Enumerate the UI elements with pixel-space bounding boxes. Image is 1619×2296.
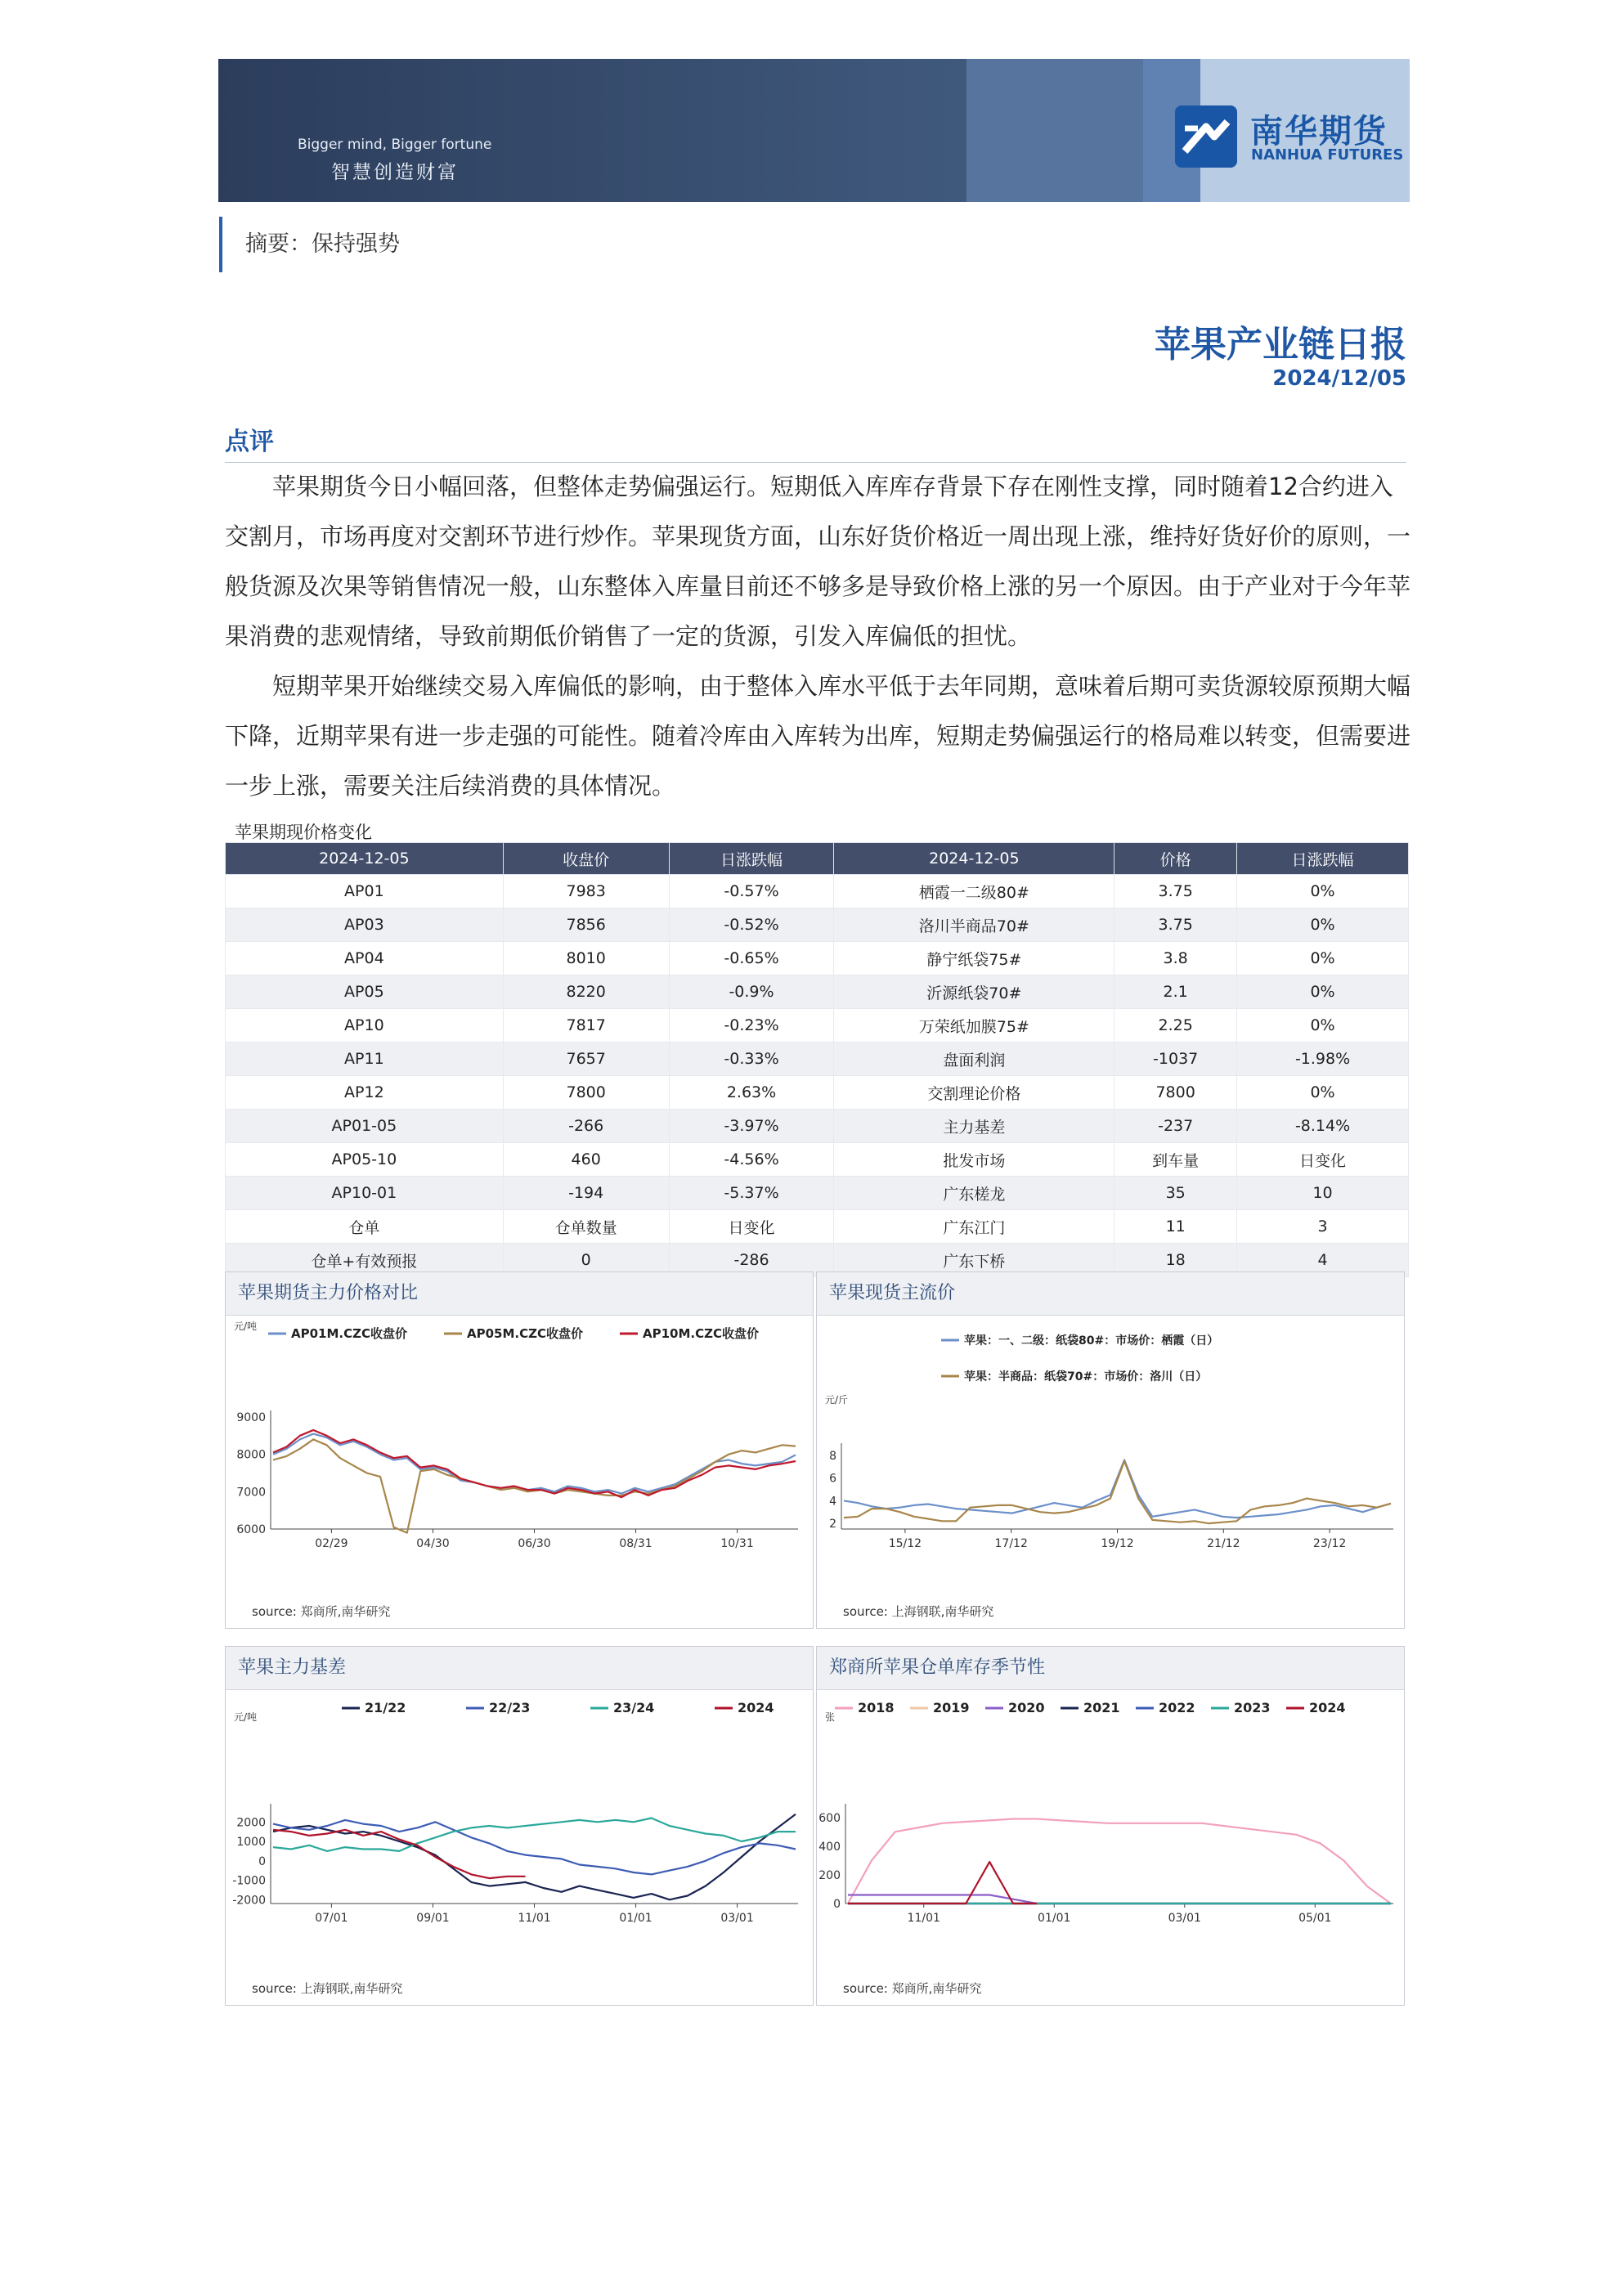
- table-cell: 3: [1237, 1210, 1409, 1244]
- nanhua-logo-icon: [1173, 104, 1239, 169]
- table-cell: 仓单+有效预报: [226, 1244, 504, 1277]
- table-cell: -0.57%: [669, 875, 834, 908]
- table-cell: 8220: [503, 975, 669, 1009]
- table-cell: 仓单数量: [503, 1210, 669, 1244]
- legend-label: 2022: [1159, 1700, 1195, 1715]
- legend-label: 苹果：半商品：纸袋70#：市场价：洛川（日）: [964, 1370, 1208, 1383]
- table-cell: 0%: [1237, 875, 1409, 908]
- table-row: [226, 1110, 1409, 1143]
- table-cell: 日变化: [1237, 1143, 1409, 1177]
- series-line: [273, 1818, 796, 1851]
- table-row: [226, 1143, 1409, 1177]
- table-cell: 7983: [503, 875, 669, 908]
- y-tick-label: 200: [818, 1868, 841, 1882]
- y-tick-label: 7000: [236, 1486, 266, 1500]
- legend-label: 22/23: [489, 1700, 531, 1715]
- table-cell: 盘面利润: [834, 1043, 1114, 1076]
- table-cell: 0%: [1237, 975, 1409, 1009]
- header-banner: [218, 59, 1410, 202]
- table-cell: -3.97%: [669, 1110, 834, 1143]
- table-header: 2024-12-05: [834, 843, 1114, 875]
- table-cell: -0.65%: [669, 942, 834, 975]
- table-cell: 7657: [503, 1043, 669, 1076]
- table-cell: 交割理论价格: [834, 1076, 1114, 1110]
- table-cell: -0.33%: [669, 1043, 834, 1076]
- table-cell: AP12: [226, 1076, 504, 1110]
- section-title: 点评: [225, 421, 1406, 463]
- axis-unit-label: 元/斤: [825, 1394, 849, 1406]
- x-tick-label: 02/29: [315, 1537, 348, 1550]
- series-line: [844, 1460, 1391, 1518]
- chart-source: source: 上海钢联,南华研究: [843, 1604, 994, 1619]
- table-header: 价格: [1114, 843, 1237, 875]
- x-tick-label: 15/12: [888, 1537, 922, 1550]
- chart-panel: [225, 1646, 814, 2006]
- table-cell: AP01: [226, 875, 504, 908]
- legend-label: 2023: [1234, 1700, 1271, 1715]
- x-tick-label: 07/01: [315, 1912, 348, 1925]
- table-row: [226, 1043, 1409, 1076]
- x-tick-label: 11/01: [518, 1912, 551, 1925]
- x-tick-label: 01/01: [619, 1912, 653, 1925]
- y-tick-label: 6000: [236, 1523, 266, 1536]
- x-tick-label: 03/01: [1168, 1912, 1201, 1925]
- table-cell: 批发市场: [834, 1143, 1114, 1177]
- x-tick-label: 10/31: [720, 1537, 754, 1550]
- series-line: [844, 1461, 1391, 1523]
- table-cell: 8010: [503, 942, 669, 975]
- futures-price-chart: [226, 1315, 813, 1585]
- table-cell: 18: [1114, 1244, 1237, 1277]
- table-cell: 7817: [503, 1009, 669, 1043]
- table-cell: 广东下桥: [834, 1244, 1114, 1277]
- warehouse-receipt-chart: [817, 1689, 1404, 1962]
- table-cell: -0.9%: [669, 975, 834, 1009]
- x-tick-label: 11/01: [907, 1912, 940, 1925]
- table-cell: 沂源纸袋70#: [834, 975, 1114, 1009]
- table-cell: -0.52%: [669, 908, 834, 942]
- legend-label: 2020: [1008, 1700, 1045, 1715]
- table-cell: -5.37%: [669, 1177, 834, 1210]
- chart-panel-title: 苹果主力基差: [226, 1647, 813, 1690]
- legend-label: AP10M.CZC收盘价: [643, 1326, 759, 1341]
- chart-panel: [816, 1271, 1405, 1629]
- table-cell: 栖霞一二级80#: [834, 875, 1114, 908]
- table-cell: 7800: [503, 1076, 669, 1110]
- x-tick-label: 09/01: [416, 1912, 450, 1925]
- table-row: [226, 1210, 1409, 1244]
- table-cell: -1.98%: [1237, 1043, 1409, 1076]
- table-cell: 广东槎龙: [834, 1177, 1114, 1210]
- table-cell: AP01-05: [226, 1110, 504, 1143]
- table-cell: 仓单: [226, 1210, 504, 1244]
- paragraph: 苹果期货今日小幅回落，但整体走势偏强运行。短期低入库库存背景下存在刚性支撑，同时随着12合约进入交割月，市场再度对交割环节进行炒作。苹果现货方面，山东好货价格近一周出现上涨，维持好货好价的原则，一般货源及次果等销售情况一般，山东整体入库量目前还不够多是导致价格上涨的另一个原因。由于产业对于今年苹果消费的悲观情绪，导致前期低价销售了一定的货源，引发入库偏低的担忧。: [225, 473, 1411, 650]
- table-cell: 7856: [503, 908, 669, 942]
- table-cell: 35: [1114, 1177, 1237, 1210]
- table-row: [226, 1177, 1409, 1210]
- abstract: 摘要：保持强势: [219, 217, 400, 272]
- legend-label: 21/22: [365, 1700, 406, 1715]
- slogan-en: Bigger mind, Bigger fortune: [298, 137, 492, 153]
- chart-source: source: 郑商所,南华研究: [843, 1981, 982, 1996]
- y-tick-label: 2000: [236, 1816, 266, 1830]
- table-row: [226, 1009, 1409, 1043]
- table-cell: -266: [503, 1110, 669, 1143]
- chart-panel-title: 郑商所苹果仓单库存季节性: [817, 1647, 1404, 1690]
- legend-label: 苹果：一、二级：纸袋80#：市场价：栖霞（日）: [964, 1334, 1219, 1348]
- x-tick-label: 17/12: [994, 1537, 1028, 1550]
- table-cell: AP11: [226, 1043, 504, 1076]
- table-cell: 主力基差: [834, 1110, 1114, 1143]
- series-line: [273, 1439, 796, 1532]
- y-tick-label: 8: [829, 1449, 836, 1463]
- axis-unit-label: 元/吨: [234, 1321, 258, 1332]
- series-line: [273, 1830, 526, 1878]
- commentary: [225, 462, 1410, 811]
- legend-label: 2024: [1309, 1700, 1346, 1715]
- table-cell: AP05: [226, 975, 504, 1009]
- y-tick-label: 9000: [236, 1411, 266, 1424]
- table-cell: 静宁纸袋75#: [834, 942, 1114, 975]
- series-line: [273, 1814, 796, 1900]
- table-cell: -8.14%: [1237, 1110, 1409, 1143]
- chart-panel-title: 苹果现货主流价: [817, 1272, 1404, 1316]
- table-cell: 3.75: [1114, 908, 1237, 942]
- table-cell: AP10-01: [226, 1177, 504, 1210]
- x-tick-label: 01/01: [1038, 1912, 1071, 1925]
- table-header: 日涨跌幅: [1237, 843, 1409, 875]
- chart-panel: [225, 1271, 814, 1629]
- y-tick-label: -2000: [232, 1894, 266, 1908]
- series-line: [848, 1895, 1391, 1904]
- table-cell: AP03: [226, 908, 504, 942]
- y-tick-label: 400: [818, 1840, 841, 1854]
- series-line: [848, 1819, 1391, 1904]
- logo-text-cn: 南华期货: [1250, 113, 1388, 150]
- y-tick-label: 0: [258, 1854, 266, 1868]
- report-date: 2024/12/05: [1272, 366, 1406, 391]
- table-cell: 2.63%: [669, 1076, 834, 1110]
- table-row: [226, 975, 1409, 1009]
- table-cell: AP05-10: [226, 1143, 504, 1177]
- table-cell: 万荣纸加膜75#: [834, 1009, 1114, 1043]
- table-cell: AP10: [226, 1009, 504, 1043]
- table-cell: AP04: [226, 942, 504, 975]
- basis-chart: [226, 1689, 813, 1962]
- spot-price-chart: [817, 1315, 1404, 1585]
- y-tick-label: 600: [818, 1811, 841, 1825]
- y-tick-label: 2: [829, 1518, 836, 1531]
- axis-unit-label: 元/吨: [234, 1711, 258, 1723]
- table-cell: 日变化: [669, 1210, 834, 1244]
- table-header: 日涨跌幅: [669, 843, 834, 875]
- table-cell: -0.23%: [669, 1009, 834, 1043]
- legend-label: 2019: [933, 1700, 970, 1715]
- table-caption: 苹果期现价格变化: [235, 823, 372, 842]
- table-cell: -194: [503, 1177, 669, 1210]
- logo-text-en: NANHUA FUTURES: [1251, 146, 1404, 164]
- legend-label: 2024: [738, 1700, 774, 1715]
- table-cell: 7800: [1114, 1076, 1237, 1110]
- table-cell: 0: [503, 1244, 669, 1277]
- y-tick-label: 8000: [236, 1448, 266, 1462]
- table-cell: -4.56%: [669, 1143, 834, 1177]
- x-tick-label: 06/30: [518, 1537, 551, 1550]
- y-tick-label: 4: [829, 1495, 836, 1509]
- table-cell: 2.25: [1114, 1009, 1237, 1043]
- table-cell: -286: [669, 1244, 834, 1277]
- table-row: [226, 942, 1409, 975]
- chart-panel: [816, 1646, 1405, 2006]
- table-cell: 4: [1237, 1244, 1409, 1277]
- x-tick-label: 05/01: [1298, 1912, 1332, 1925]
- chart-source: source: 郑商所,南华研究: [252, 1604, 391, 1619]
- paragraph: 短期苹果开始继续交易入库偏低的影响，由于整体入库水平低于去年同期，意味着后期可卖货源较原预期大幅下降，近期苹果有进一步走强的可能性。随着冷库由入库转为出库，短期走势偏强运行的格局难以转变，但需要进一步上涨，需要关注后续消费的具体情况。: [225, 672, 1411, 800]
- table-row: [226, 908, 1409, 942]
- table-cell: 广东江门: [834, 1210, 1114, 1244]
- legend-label: 23/24: [613, 1700, 655, 1715]
- table-row: [226, 875, 1409, 908]
- y-tick-label: 1000: [236, 1836, 266, 1849]
- table-cell: 460: [503, 1143, 669, 1177]
- legend-label: AP01M.CZC收盘价: [291, 1326, 407, 1341]
- table-cell: -237: [1114, 1110, 1237, 1143]
- table-cell: 0%: [1237, 1009, 1409, 1043]
- table-header: 收盘价: [503, 843, 669, 875]
- table-cell: 3.75: [1114, 875, 1237, 908]
- table-header: 2024-12-05: [226, 843, 504, 875]
- report-title: 苹果产业链日报: [1155, 324, 1406, 365]
- table-cell: 10: [1237, 1177, 1409, 1210]
- table-cell: 0%: [1237, 942, 1409, 975]
- slogan-cn: 智慧创造财富: [331, 162, 459, 183]
- table-cell: 洛川半商品70#: [834, 908, 1114, 942]
- table-header-row: [226, 843, 1409, 875]
- table-cell: 11: [1114, 1210, 1237, 1244]
- table-row: [226, 1076, 1409, 1110]
- series-line: [848, 1862, 1037, 1904]
- table-cell: 到车量: [1114, 1143, 1237, 1177]
- chart-panel-title: 苹果期货主力价格对比: [226, 1272, 813, 1316]
- y-tick-label: -1000: [232, 1874, 266, 1888]
- x-tick-label: 21/12: [1207, 1537, 1240, 1550]
- x-tick-label: 23/12: [1312, 1537, 1347, 1550]
- table-cell: -1037: [1114, 1043, 1237, 1076]
- table-cell: 0%: [1237, 908, 1409, 942]
- legend-label: AP05M.CZC收盘价: [467, 1326, 583, 1341]
- legend-label: 2018: [858, 1700, 895, 1715]
- x-tick-label: 08/31: [619, 1537, 653, 1550]
- price-table: [225, 842, 1409, 1277]
- y-tick-label: 6: [829, 1472, 836, 1486]
- x-tick-label: 03/01: [720, 1912, 754, 1925]
- table-cell: 0%: [1237, 1076, 1409, 1110]
- y-tick-label: 0: [833, 1898, 841, 1911]
- x-tick-label: 19/12: [1101, 1537, 1134, 1550]
- banner-block: [966, 59, 1143, 202]
- x-tick-label: 04/30: [416, 1537, 450, 1550]
- axis-unit-label: 张: [825, 1711, 836, 1723]
- chart-source: source: 上海钢联,南华研究: [252, 1981, 403, 1996]
- legend-label: 2021: [1083, 1700, 1120, 1715]
- table-cell: 3.8: [1114, 942, 1237, 975]
- table-cell: 2.1: [1114, 975, 1237, 1009]
